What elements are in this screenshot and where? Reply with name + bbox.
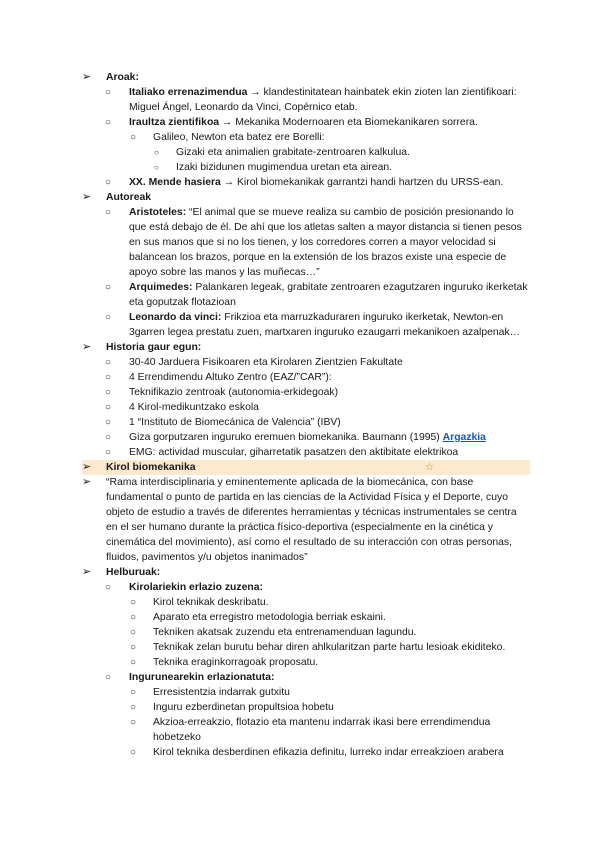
item-term: Aristoteles: [129, 207, 187, 218]
group-heading: Ingurunearekin erlazionatuta: [129, 672, 275, 683]
list-item [82, 625, 530, 640]
list-item [82, 715, 530, 745]
star-icon: ☆ [425, 462, 434, 473]
circle-bullet-icon: ○ [130, 702, 137, 713]
item-text: → Kirol biomekanikak garrantzi handi hartzen du URSS-ean. [220, 177, 504, 188]
item-text: Teknika eraginkorragoak proposatu. [153, 657, 319, 668]
item-text: → Mekanika Modernoaren eta Biomekanikaren sorrera. [219, 117, 478, 128]
list-item [82, 400, 530, 415]
circle-bullet-icon: ○ [105, 177, 112, 188]
circle-bullet-icon: ○ [105, 432, 112, 443]
list-item [82, 580, 530, 595]
list-item [82, 595, 530, 610]
circle-bullet-icon: ○ [130, 747, 137, 758]
list-item [82, 310, 530, 340]
circle-bullet-icon: ○ [130, 132, 137, 143]
item-term: Iraultza zientifikoa [129, 117, 220, 128]
section-historia [82, 340, 530, 355]
section-aroak [82, 70, 530, 85]
arrow-bullet-icon: ➢ [82, 341, 92, 353]
item-text: Giza gorputzaren inguruko eremuen biomekanika. Baumann (1995) [129, 432, 443, 443]
item-term: Arquimedes: [129, 282, 193, 293]
section-helburuak [82, 565, 530, 580]
circle-bullet-icon: ○ [105, 372, 112, 383]
section-kirol-biomekanika [82, 460, 530, 475]
circle-bullet-icon: ○ [105, 387, 112, 398]
circle-bullet-icon: ○ [130, 687, 137, 698]
list-item [82, 205, 530, 280]
item-text: EMG: actividad muscular, giharretatik pasatzen den aktibitate elektrikoa [129, 447, 459, 458]
item-text: Aparato eta erregistro metodologia berriak eskaini. [153, 612, 386, 623]
arrow-bullet-icon: ➢ [82, 461, 92, 473]
section-heading: Autoreak [106, 192, 152, 203]
list-item [82, 370, 530, 385]
item-text: Teknikak zelan burutu behar diren ahlkularitzan parte hartu lesioak ekiditeko. [153, 642, 506, 653]
list-item [82, 355, 530, 370]
item-text: Tekniken akatsak zuzendu eta entrenamenduan lagundu. [153, 627, 417, 638]
circle-bullet-icon: ○ [105, 282, 112, 293]
list-item [82, 175, 530, 190]
circle-bullet-icon: ○ [105, 207, 112, 218]
document-content [82, 70, 530, 760]
list-item [82, 745, 530, 760]
list-item [82, 130, 530, 145]
item-text: Kirol teknikak deskribatu. [153, 597, 269, 608]
list-item [82, 640, 530, 655]
list-item [82, 85, 530, 115]
list-item [82, 655, 530, 670]
section-heading: Historia gaur egun: [106, 342, 202, 353]
definition-quote [82, 475, 530, 565]
circle-bullet-icon: ○ [105, 417, 112, 428]
arrow-bullet-icon: ➢ [82, 476, 92, 488]
item-text: → klandestinitatean hainbatek ekin zioten lan zientifikoari: Miguel Ángel, Leonardo da Vinci, Copérnico etab. [129, 87, 517, 113]
circle-bullet-icon: ○ [105, 447, 112, 458]
list-item [82, 115, 530, 130]
item-text: Kirol teknika desberdinen efikazia definitu, lurreko indar erreakzioen arabera [153, 747, 504, 758]
list-item [82, 610, 530, 625]
arrow-bullet-icon: ➢ [82, 71, 92, 83]
circle-bullet-icon: ○ [130, 597, 137, 608]
section-autoreak [82, 190, 530, 205]
circle-bullet-icon: ○ [105, 402, 112, 413]
argazkia-link[interactable]: Argazkia [442, 432, 486, 443]
list-item [82, 685, 530, 700]
circle-bullet-icon: ○ [130, 717, 137, 728]
item-text: Galileo, Newton eta batez ere Borelli: [153, 132, 325, 143]
list-item [82, 145, 530, 160]
list-item [82, 160, 530, 175]
circle-bullet-icon: ○ [130, 642, 137, 653]
arrow-bullet-icon: ➢ [82, 191, 92, 203]
list-item [82, 670, 530, 685]
section-heading: Aroak: [106, 72, 139, 83]
item-text: 4 Kirol-medikuntzako eskola [129, 402, 259, 413]
circle-bullet-icon: ○ [105, 312, 112, 323]
item-text: “El animal que se mueve realiza su cambio de posición presionando lo que está debajo de él. De ahí que los atletas salten a mayor distancia si tienen pesos en sus manos que si no los tienen, y los corredores corren a mayor velocidad si balancean los brazos, porque en la extensión de los brazos existe una especie de apoyo sobre las manos y las muñecas…” [129, 207, 522, 278]
circle-bullet-icon: ○ [130, 657, 137, 668]
circle-bullet-icon: ○ [105, 357, 112, 368]
circle-bullet-icon: ○ [105, 582, 112, 593]
list-item [82, 430, 530, 445]
group-heading: Kirolariekin erlazio zuzena: [129, 582, 263, 593]
section-heading: Helburuak: [106, 567, 161, 578]
circle-bullet-icon: ○ [130, 612, 137, 623]
list-item [82, 445, 530, 460]
circle-bullet-icon: ○ [154, 163, 159, 172]
item-text: 1 “Instituto de Biomecánica de Valencia” (IBV) [129, 417, 341, 428]
quote-text: “Rama interdisciplinaria y eminentemente aplicada de la biomecánica, con base fundamental o punto de partida en las ciencias de la Actividad Física y el Deporte, cuyo objeto de estudio a través de diferentes herramientas y técnicas instrumentales se centra en el ser humano durante la práctica físico-deportiva (especialmente en la cinética y cinemática del movimiento), así como el resultado de su interacción con otras personas, fluidos, pavimentos y/u objetos inanimados” [106, 477, 517, 563]
circle-bullet-icon: ○ [105, 87, 112, 98]
circle-bullet-icon: ○ [154, 148, 159, 157]
item-text: Gizaki eta animalien grabitate-zentroaren kalkulua. [176, 147, 410, 158]
item-text: Inguru ezberdinetan propultsioa hobetu [153, 702, 334, 713]
item-term: Leonardo da vinci: [129, 312, 222, 323]
item-term: Italiako errenazimendua [129, 87, 248, 98]
circle-bullet-icon: ○ [130, 627, 137, 638]
list-item [82, 280, 530, 310]
item-term: XX. Mende hasiera [129, 177, 221, 188]
item-text: Frikzioa eta marruzkaduraren inguruko ikerketak, Newton-en 3garren legea prestatu zuen, martxaren inguruko ezaugarri mekanikoen azalpenak… [129, 312, 521, 338]
list-item [82, 415, 530, 430]
item-text: 30-40 Jarduera Fisikoaren eta Kirolaren Zientzien Fakultate [129, 357, 403, 368]
item-text: Erresistentzia indarrak gutxitu [153, 687, 290, 698]
item-text: Akzioa-erreakzio, flotazio eta mantenu indarrak ikasi bere errendimendua hobetzeko [153, 717, 491, 743]
item-text: Teknifikazio zentroak (autonomia-erkidegoak) [129, 387, 339, 398]
item-text: 4 Errendimendu Altuko Zentro (EAZ/”CAR”): [129, 372, 332, 383]
circle-bullet-icon: ○ [105, 117, 112, 128]
list-item [82, 700, 530, 715]
list-item [82, 385, 530, 400]
circle-bullet-icon: ○ [105, 672, 112, 683]
item-text: Izaki bizidunen mugimendua uretan eta airean. [176, 162, 393, 173]
arrow-bullet-icon: ➢ [82, 566, 92, 578]
section-heading: Kirol biomekanika [106, 462, 196, 473]
item-text: Palankaren legeak, grabitate zentroaren ezagutzaren inguruko ikerketak eta goputzak flotazioan [129, 282, 528, 308]
